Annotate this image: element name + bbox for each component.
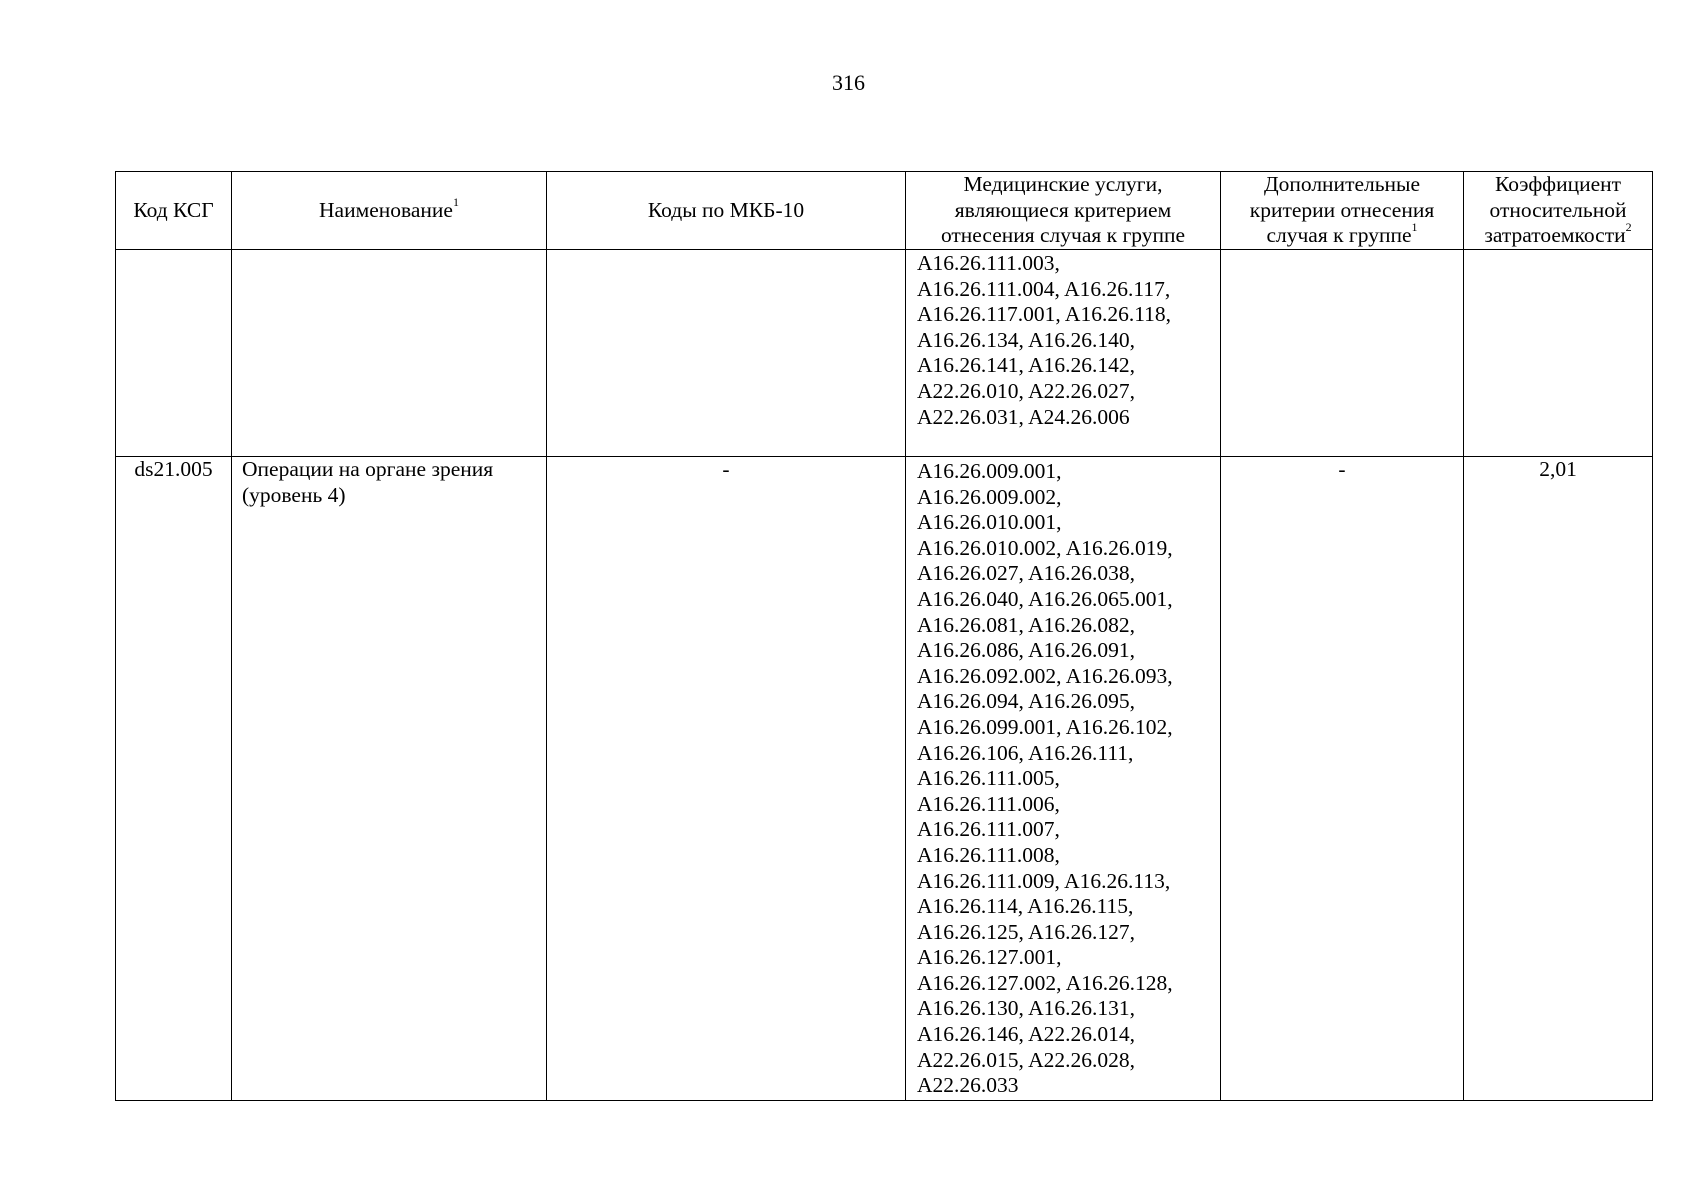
table-row <box>116 250 1653 457</box>
header-icd: Коды по МКБ-10 <box>547 172 906 250</box>
service-codes-line: A16.26.010.002, A16.26.019, <box>917 535 1173 560</box>
ksg-table <box>115 171 1653 1101</box>
cell-coefficient: 2,01 <box>1464 457 1653 1101</box>
service-codes-line: A16.26.086, A16.26.091, <box>917 638 1135 663</box>
service-codes-line: A16.26.146, A22.26.014, <box>917 1022 1135 1047</box>
service-codes-line: A16.26.111.006, <box>917 791 1060 816</box>
cell-code <box>116 250 232 457</box>
service-codes-line: A16.26.125, A16.26.127, <box>917 919 1135 944</box>
service-codes-line: A16.26.111.008, <box>917 842 1060 867</box>
service-codes-line: A22.26.015, A22.26.028, <box>917 1047 1135 1072</box>
header-extra-criteria: Дополнительные критерии отнесения случая к группе$^1$ <box>1221 172 1464 250</box>
service-codes-line: A16.26.111.009, A16.26.113, <box>917 868 1171 893</box>
table-header-row <box>116 172 1653 250</box>
service-codes-line: A16.26.111.005, <box>917 766 1060 791</box>
cell-icd <box>547 250 906 457</box>
service-codes-line: A16.26.127.002, A16.26.128, <box>917 970 1173 995</box>
service-codes-line: A16.26.040, A16.26.065.001, <box>917 586 1173 611</box>
service-codes-line: A16.26.111.007, <box>917 817 1060 842</box>
service-codes-line: A16.26.106, A16.26.111, <box>917 740 1134 765</box>
cell-services <box>906 457 1221 1101</box>
footnote-marker: 2 <box>1625 220 1632 235</box>
cell-extra-criteria <box>1221 250 1464 457</box>
cell-code: ds21.005 <box>116 457 232 1101</box>
header-services: Медицинские услуги, являющиеся критерием отнесения случая к группе <box>906 172 1221 250</box>
service-codes-line: A16.26.094, A16.26.095, <box>917 689 1135 714</box>
service-codes-line: A16.26.111.004, A16.26.117, <box>917 276 1171 301</box>
service-codes-line: A16.26.117.001, A16.26.118, <box>917 302 1172 327</box>
service-codes-line: A16.26.009.002, <box>917 484 1062 509</box>
service-codes-line: A16.26.114, A16.26.115, <box>917 894 1134 919</box>
service-codes-line: A22.26.010, A22.26.027, <box>917 378 1135 403</box>
footnote-marker: 1 <box>452 194 459 209</box>
service-codes-line: A22.26.033 <box>917 1073 1019 1098</box>
service-codes-line: A16.26.010.001, <box>917 510 1062 535</box>
cell-coefficient <box>1464 250 1653 457</box>
service-codes-line: A16.26.130, A16.26.131, <box>917 996 1135 1021</box>
service-codes-line: A16.26.141, A16.26.142, <box>917 353 1135 378</box>
service-codes-line: A22.26.031, A24.26.006 <box>917 404 1130 429</box>
cell-extra-criteria: - <box>1221 457 1464 1101</box>
service-codes-line: A16.26.127.001, <box>917 945 1062 970</box>
header-coefficient: Коэффициент относительной затратоемкости$^2$ <box>1464 172 1653 250</box>
cell-services <box>906 250 1221 457</box>
service-codes-line: A16.26.134, A16.26.140, <box>917 327 1135 352</box>
service-codes-line: A16.26.099.001, A16.26.102, <box>917 714 1173 739</box>
cell-name: Операции на органе зрения (уровень 4) <box>232 457 547 1101</box>
service-codes-line: A16.26.081, A16.26.082, <box>917 612 1135 637</box>
header-code: Код КСГ <box>116 172 232 250</box>
header-name: Наименование$^1$ <box>232 172 547 250</box>
page-number: 316 <box>832 70 865 95</box>
service-codes-line: A16.26.111.003, <box>917 251 1060 275</box>
table-row <box>116 457 1653 1101</box>
footnote-marker: 1 <box>1411 220 1418 235</box>
service-codes-line: A16.26.027, A16.26.038, <box>917 561 1135 586</box>
cell-icd: - <box>547 457 906 1101</box>
cell-name <box>232 250 547 457</box>
service-codes-line: A16.26.092.002, A16.26.093, <box>917 663 1173 688</box>
service-codes-line: A16.26.009.001, <box>917 459 1062 483</box>
